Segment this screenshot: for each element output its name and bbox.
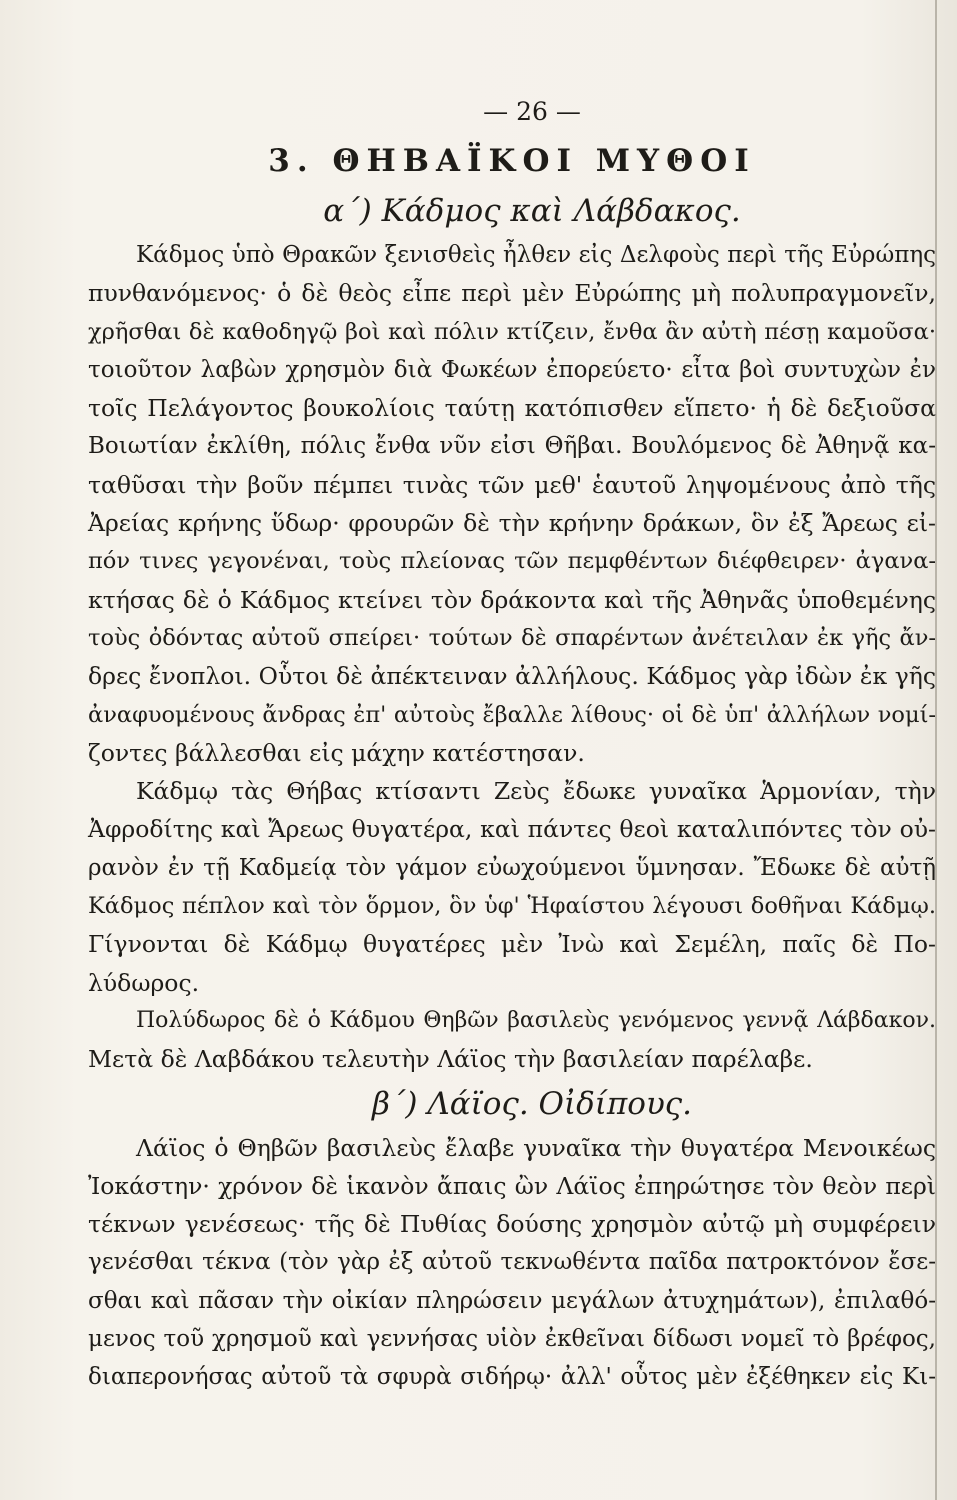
text-line: τοὺς ὀδόντας αὐτοῦ σπείρει· τούτων δὲ σπαρέντων ἀνέτειλαν ἐκ γῆς ἄν- (88, 624, 936, 651)
text-line: Λάϊος ὁ Θηβῶν βασιλεὺς ἔλαβε γυναῖκα τὴν θυγατέρα Μενοικέως (136, 1133, 936, 1162)
text-line: Κάδμος ὑπὸ Θρακῶν ξενισθεὶς ἦλθεν εἰς Δελφοὺς περὶ τῆς Εὐρώπης (136, 242, 936, 268)
text-line: λύδωρος. (88, 968, 200, 997)
text-line: Γίγνονται δὲ Κάδμῳ θυγατέρες μὲν Ἰνὼ καὶ Σεμέλη, παῖς δὲ Πο- (88, 930, 936, 959)
text-line: τοιοῦτον λαβὼν χρησμὸν διὰ Φωκέων ἐπορεύετο· εἶτα βοὶ συντυχὼν ἐν (88, 356, 936, 383)
text-line: Μετὰ δὲ Λαβδάκου τελευτὴν Λάϊος τὴν βασιλείαν παρέλαβε. (88, 1045, 813, 1074)
text-line: κτήσας δὲ ὁ Κάδμος κτείνει τὸν δράκοντα καὶ τῆς Ἀθηνᾶς ὑποθεμένης (88, 585, 936, 614)
text-line: Βοιωτίαν ἐκλίθη, πόλις ἔνθα νῦν εἰσι Θῆβαι. Βουλόμενος δὲ Ἀθηνᾷ κα- (88, 433, 936, 460)
text-line: σθαι καὶ πᾶσαν τὴν οἰκίαν πληρώσειν μεγάλων ἀτυχημάτων), ἐπιλαθό- (88, 1287, 936, 1314)
text-line: πυνθανόμενος· ὁ δὲ θεὸς εἶπε περὶ μὲν Εὐρώπης μὴ πολυπραγμονεῖν, (88, 279, 936, 308)
text-line: δρες ἔνοπλοι. Οὗτοι δὲ ἀπέκτειναν ἀλλήλους. Κάδμος γὰρ ἰδὼν ἐκ γῆς (88, 662, 936, 691)
chapter-title: 3. ΘΗΒΑΪΚΟΙ ΜΥΘΟΙ (268, 143, 756, 179)
text-line: τοῖς Πελάγοντος βουκολίοις ταύτῃ κατόπισθεν εἵπετο· ἡ δὲ δεξιοῦσα (88, 394, 936, 423)
text-line: πόν τινες γεγονέναι, τοὺς πλείονας τῶν πεμφθέντων διέφθειρεν· ἀγανα- (88, 548, 936, 575)
section-b-heading: β΄) Λάϊος. Οἰδίπους. (371, 1085, 693, 1122)
text-line: χρῆσθαι δὲ καθοδηγῷ βοὶ καὶ πόλιν κτίζειν, ἔνθα ἂν αὐτὴ πέσῃ καμοῦσα· (88, 318, 936, 345)
paragraph (88, 1002, 936, 1079)
text-line: Κάδμος πέπλον καὶ τὸν ὅρμον, ὃν ὑφ' Ἡφαίστου λέγουσι δοθῆναι Κάδμῳ. (88, 893, 936, 920)
text-line: ρανὸν ἐν τῇ Καδμείᾳ τὸν γάμον εὐωχούμενοι ὕμνησαν. Ἔδωκε δὲ αὐτῇ (88, 854, 936, 881)
text-line: μενος τοῦ χρησμοῦ καὶ γεννήσας υἱὸν ἐκθεῖναι δίδωσι νομεῖ τὸ βρέφος, (88, 1326, 936, 1353)
paragraph (88, 1129, 936, 1397)
text-line: διαπερονήσας αὐτοῦ τὰ σφυρὰ σιδήρῳ· ἀλλ' οὗτος μὲν ἐξέθηκεν εἰς Κι- (88, 1364, 936, 1391)
text-line: Πολύδωρος δὲ ὁ Κάδμου Θηβῶν βασιλεὺς γενόμενος γεννᾷ Λάβδακον. (136, 1007, 936, 1033)
paragraph (88, 236, 936, 772)
text-line: ἀναφυομένους ἄνδρας ἐπ' αὐτοὺς ἔβαλλε λίθους· οἱ δὲ ὑπ' ἀλλήλων νομί- (88, 701, 936, 728)
text-line: Κάδμῳ τὰς Θήβας κτίσαντι Ζεὺς ἔδωκε γυναῖκα Ἁρμονίαν, τὴν (136, 777, 936, 806)
text-line: τέκνων γενέσεως· τῆς δὲ Πυθίας δούσης χρησμὸν αὐτῷ μὴ συμφέρειν (88, 1210, 936, 1239)
section-a-heading: α΄) Κάδμος καὶ Λάβδακος. (323, 193, 741, 229)
page-content (88, 92, 936, 1397)
page-number: — 26 — (483, 97, 581, 126)
text-line: ζοντες βάλλεσθαι εἰς μάχην κατέστησαν. (88, 738, 585, 767)
text-line: Ἀρείας κρήνης ὕδωρ· φρουρῶν δὲ τὴν κρήνην δράκων, ὃν ἐξ Ἄρεως εἰ- (88, 509, 936, 538)
text-line: Ἰοκάστην· χρόνον δὲ ἱκανὸν ἄπαις ὢν Λάϊος ἐπηρώτησε τὸν θεὸν περὶ (88, 1171, 936, 1200)
paragraph (88, 772, 936, 1002)
text-line: γενέσθαι τέκνα (τὸν γὰρ ἐξ αὐτοῦ τεκνωθέντα παῖδα πατροκτόνον ἔσε- (88, 1249, 936, 1276)
text-line: Ἀφροδίτης καὶ Ἄρεως θυγατέρα, καὶ πάντες θεοὶ καταλιπόντες τὸν οὐ- (88, 815, 936, 844)
text-line: ταθῦσαι τὴν βοῦν πέμπει τινὰς τῶν μεθ' ἑαυτοῦ ληψομένους ἀπὸ τῆς (88, 470, 936, 499)
